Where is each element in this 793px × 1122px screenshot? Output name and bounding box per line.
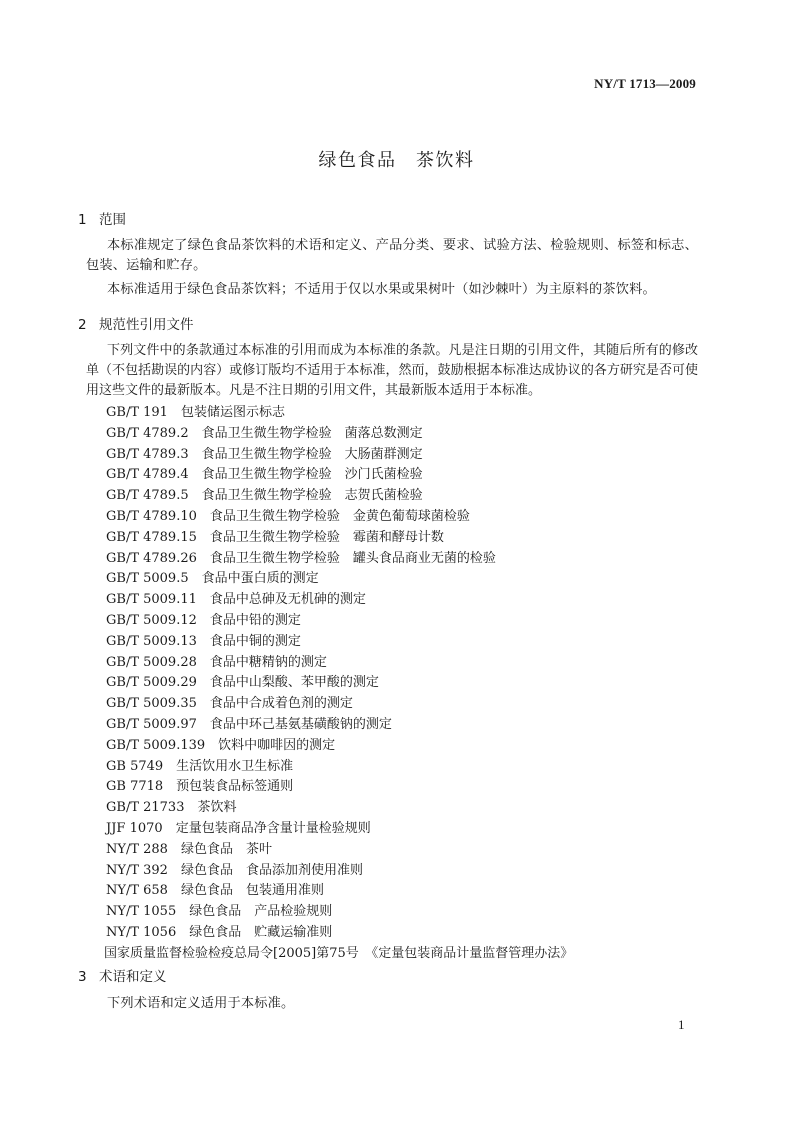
reference-title: 食品卫生微生物学检验 沙门氏菌检验 (201, 467, 423, 483)
reference-code: GB/T 5009.13 (106, 633, 197, 649)
scope-paragraph: 本标准规定了绿色食品茶饮料的术语和定义、产品分类、要求、试验方法、检验规则、标签和标志、包装、运输和贮存。 (86, 238, 698, 273)
section-3-heading (78, 965, 167, 985)
reference-item (106, 902, 573, 923)
reference-item (106, 611, 573, 632)
reference-code: GB/T 4789.2 (106, 425, 189, 441)
section-number: 3 (78, 969, 87, 985)
reference-item (106, 777, 573, 798)
reference-item (106, 798, 573, 819)
reference-item (106, 403, 573, 424)
reference-code: NY/T 392 (106, 862, 168, 878)
reference-title: 定量包装商品净含量计量检验规则 (175, 820, 371, 836)
reference-item (106, 819, 573, 840)
reference-title: 食品中铜的测定 (209, 633, 301, 649)
reference-code: GB/T 5009.29 (106, 675, 197, 691)
reference-item (106, 549, 573, 570)
reference-code: GB/T 5009.12 (106, 612, 197, 628)
reference-code: 国家质量监督检验检疫总局令[2005]第75号 (104, 945, 359, 961)
reference-title: 绿色食品 包装通用准则 (180, 883, 324, 899)
reference-code: NY/T 658 (106, 883, 168, 899)
reference-item (106, 569, 573, 590)
reference-item (106, 694, 573, 715)
reference-item (106, 632, 573, 653)
reference-item (106, 590, 573, 611)
reference-item (106, 465, 573, 486)
reference-title: 茶饮料 (197, 800, 237, 816)
reference-title: 食品中山梨酸、苯甲酸的测定 (209, 675, 379, 691)
reference-item (106, 445, 573, 466)
reference-title: 预包装食品标签通则 (176, 779, 294, 795)
reference-code: GB/T 5009.35 (106, 696, 197, 712)
reference-code: NY/T 1056 (106, 924, 177, 940)
reference-item (104, 944, 573, 965)
section-title: 术语和定义 (99, 969, 167, 985)
reference-title: 《定量包装商品计量监督管理办法》 (371, 945, 574, 961)
reference-title: 食品卫生微生物学检验 霉菌和酵母计数 (209, 529, 444, 545)
reference-title: 食品卫生微生物学检验 罐头食品商业无菌的检验 (209, 550, 496, 566)
normative-references-list (106, 403, 573, 965)
reference-code: GB/T 5009.97 (106, 716, 197, 732)
reference-item (106, 736, 573, 757)
reference-item (106, 840, 573, 861)
reference-code: GB/T 4789.4 (106, 467, 189, 483)
terms-intro-paragraph: 下列术语和定义适用于本标准。 (107, 996, 295, 1011)
reference-title: 包装储运图示标志 (180, 405, 285, 420)
reference-item (106, 923, 573, 944)
reference-title: 食品卫生微生物学检验 菌落总数测定 (201, 425, 423, 441)
reference-code: GB/T 5009.139 (106, 737, 206, 753)
reference-code: GB 5749 (106, 758, 164, 774)
reference-title: 食品中合成着色剂的测定 (209, 696, 353, 712)
reference-title: 绿色食品 食品添加剂使用准则 (180, 862, 363, 878)
standard-code: NY/T 1713—2009 (594, 76, 696, 91)
reference-item (106, 507, 573, 528)
reference-code: GB 7718 (106, 779, 164, 795)
reference-code: GB/T 5009.11 (106, 592, 197, 608)
reference-title: 食品卫生微生物学检验 金黄色葡萄球菌检验 (209, 508, 470, 524)
section-1-heading (78, 208, 126, 228)
reference-title: 饮料中咖啡因的测定 (218, 737, 336, 753)
references-intro-paragraph: 下列文件中的条款通过本标准的引用而成为本标准的条款。凡是注日期的引用文件，其随后所有的修改单（不包括勘误的内容）或修订版均不适用于本标准，然而，鼓励根据本标准达成协议的各方研究是否可使用这些文件的最新版本。凡是不注日期的引用文件，其最新版本适用于本标准。 (86, 343, 698, 398)
reference-code: JJF 1070 (106, 820, 163, 836)
reference-title: 食品中总砷及无机砷的测定 (209, 592, 366, 608)
section-number: 2 (78, 317, 87, 333)
reference-code: GB/T 4789.26 (106, 550, 197, 566)
reference-title: 绿色食品 茶叶 (180, 841, 272, 857)
reference-item (106, 881, 573, 902)
reference-item (106, 673, 573, 694)
reference-title: 食品中铅的测定 (209, 612, 301, 628)
reference-item (106, 486, 573, 507)
scope-applicability-paragraph: 本标准适用于绿色食品茶饮料；不适用于仅以水果或果树叶（如沙棘叶）为主原料的茶饮料。 (107, 282, 656, 297)
reference-code: NY/T 288 (106, 841, 168, 857)
reference-code: GB/T 4789.15 (106, 529, 197, 545)
reference-title: 食品卫生微生物学检验 志贺氏菌检验 (201, 488, 423, 504)
reference-code: GB/T 4789.5 (106, 488, 189, 504)
reference-code: GB/T 4789.3 (106, 446, 189, 462)
reference-title: 绿色食品 贮藏运输准则 (189, 924, 333, 940)
reference-code: GB/T 21733 (106, 800, 185, 816)
reference-code: GB/T 191 (106, 405, 168, 420)
section-number: 1 (78, 212, 87, 228)
reference-item (106, 757, 573, 778)
reference-item (106, 715, 573, 736)
section-title: 规范性引用文件 (99, 317, 194, 333)
reference-title: 食品卫生微生物学检验 大肠菌群测定 (201, 446, 423, 462)
reference-code: GB/T 4789.10 (106, 508, 197, 524)
reference-code: GB/T 5009.28 (106, 654, 197, 670)
reference-code: NY/T 1055 (106, 904, 177, 920)
section-title: 范围 (99, 212, 126, 228)
reference-item (106, 424, 573, 445)
reference-item (106, 653, 573, 674)
reference-title: 食品中糖精钠的测定 (209, 654, 327, 670)
reference-title: 生活饮用水卫生标准 (176, 758, 294, 774)
reference-title: 食品中环己基氨基磺酸钠的测定 (209, 716, 392, 732)
section-2-heading (78, 313, 194, 333)
document-title: 绿色食品 茶饮料 (318, 150, 475, 171)
reference-item (106, 528, 573, 549)
reference-code: GB/T 5009.5 (106, 571, 189, 587)
reference-title: 绿色食品 产品检验规则 (189, 904, 333, 920)
page-number: 1 (678, 1017, 685, 1032)
reference-title: 食品中蛋白质的测定 (201, 571, 319, 587)
reference-item (106, 861, 573, 882)
